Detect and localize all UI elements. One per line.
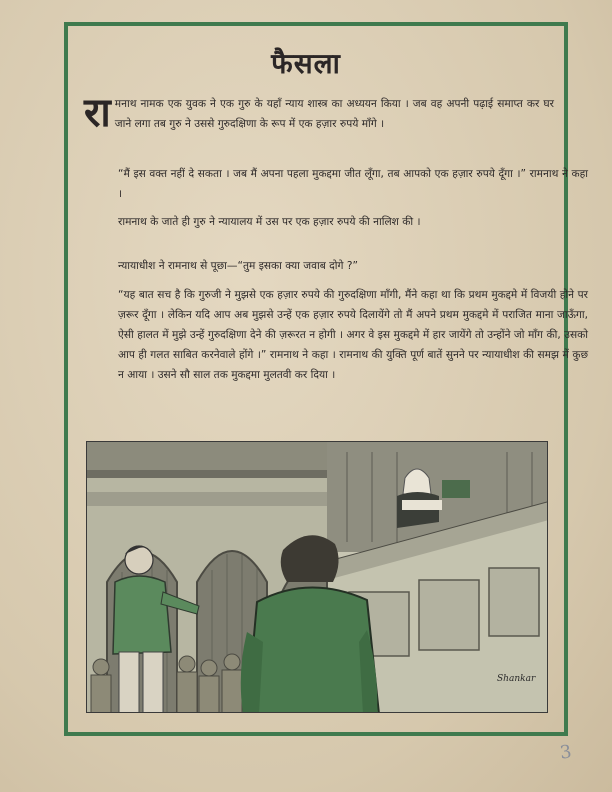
courtroom-scene bbox=[87, 442, 548, 713]
page-number: 3 bbox=[558, 741, 573, 764]
story-title: फैसला bbox=[271, 47, 341, 80]
courtroom-illustration bbox=[86, 441, 548, 713]
paragraph-3: रामनाथ के जाते ही गुरु ने न्यायालय में उस पर एक हज़ार रुपये की नालिश की । bbox=[118, 216, 421, 228]
paragraph-5: “यह बात सच है कि गुरुजी ने मुझसे एक हज़ार रुपये की गुरुदक्षिणा माँगी, मैंने कहा था कि प्रथम मुकद्दमे में विजयी होने पर ज़रूर दूँगा । लेकिन यदि आप अब मुझसे उन्हें एक हज़ार रुपये दिलायेंगे तो मैं अपने प्रथम मुकद्दमे में पराजित माना जाऊँगा, ऐसी हालत में मुझे उन्हें गुरुदक्षिणा देने की ज़रूरत न होगी । अगर वे इस मुकद्दमे में हार जायेंगे तो उन्होंने जो माँग की, उसको आप ही गलत साबित करनेवाले होंगे ।” रामनाथ ने कहा । रामनाथ की युक्ति पूर्ण बातें सुनने पर न्यायाधीश की समझ में कुछ न आया । उसने सौ साल तक मुकद्दमा मुलतवी कर दिया । bbox=[118, 289, 588, 381]
artist-signature: Shankar bbox=[497, 674, 536, 684]
paragraph-4: न्यायाधीश ने रामनाथ से पूछा—“तुम इसका क्या जवाब दोगे ?” bbox=[118, 260, 358, 272]
paragraph-2: “मैं इस वक्त नहीं दे सकता । जब मैं अपना पहला मुकद्दमा जीत लूँगा, तब आपको एक हज़ार रुपये दूँगा ।” रामनाथ ने कहा । bbox=[118, 168, 588, 200]
paragraph-1-text: मनाथ नामक एक युवक ने एक गुरु के यहाँ न्याय शास्त्र का अध्ययन किया । जब वह अपनी पढ़ाई समाप्त कर घर जाने लगा तब गुरु ने उससे गुरुदक्षिणा के रूप में एक हज़ार रुपये माँगे । bbox=[114, 98, 554, 130]
paragraph-1 bbox=[84, 90, 554, 136]
drop-cap: रा bbox=[84, 90, 111, 136]
